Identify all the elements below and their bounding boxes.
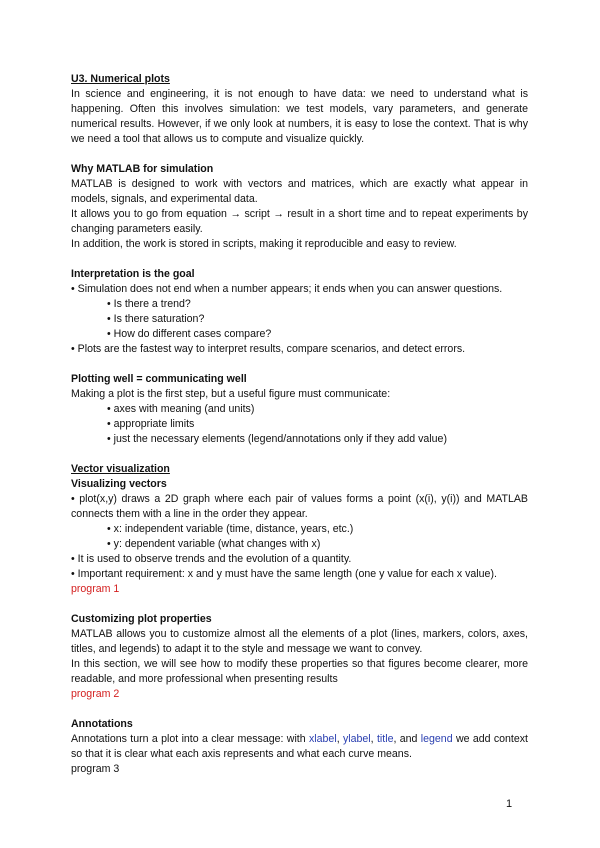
document-page <box>71 72 528 777</box>
interpretation-bullet-1: • Simulation does not end when a number appears; it ends when you can answer questions. <box>71 283 503 295</box>
u3-body: In science and engineering, it is not enough to have data: we need to understand what is happening. Often this involves simulation: we test models, vary parameters, and generate numerical results. However, if we only look at numbers, it is easy to lose the context. That is why we need a tool that allows us to compute and visualize quickly. <box>71 88 528 145</box>
spacer <box>71 357 528 372</box>
annotations-sep-3: , and <box>393 733 421 745</box>
plotting-well-sub-2: • appropriate limits <box>107 418 195 430</box>
keyword-ylabel: ylabel <box>342 733 371 745</box>
annotations-sep-2: , <box>370 733 377 745</box>
vector-vis-bullet-2: • It is used to observe trends and the evolution of a quantity. <box>71 553 352 565</box>
vector-vis-bullet-1: • plot(x,y) draws a 2D graph where each pair of values forms a point (x(i), y(i)) and MATLAB connects them with a line in the order they appear. <box>71 493 528 520</box>
keyword-title: title <box>376 733 394 745</box>
vector-vis-sub-1: • x: independent variable (time, distance, years, etc.) <box>107 523 354 535</box>
section-title-vector-visualization: Vector visualization <box>71 463 170 475</box>
section-title-annotations: Annotations <box>71 718 133 730</box>
interpretation-sub-2: • Is there saturation? <box>107 313 205 325</box>
spacer <box>71 147 528 162</box>
section-title-customizing: Customizing plot properties <box>71 613 212 625</box>
program-3-label: program 3 <box>71 763 120 775</box>
interpretation-sub-1: • Is there a trend? <box>107 298 191 310</box>
why-matlab-p3: In addition, the work is stored in scripts, making it reproducible and easy to review. <box>71 238 457 250</box>
interpretation-bullet-2: • Plots are the fastest way to interpret results, compare scenarios, and detect errors. <box>71 343 466 355</box>
annotations-sep-1: , <box>336 733 343 745</box>
plotting-well-intro: Making a plot is the first step, but a useful figure must communicate: <box>71 388 391 400</box>
keyword-xlabel: xlabel <box>309 733 337 745</box>
customizing-p2: In this section, we will see how to modify these properties so that figures become clearer, more readable, and more professional when presenting results <box>71 658 528 685</box>
section-title-interpretation: Interpretation is the goal <box>71 268 195 280</box>
annotations-text-before: Annotations turn a plot into a clear message: with <box>71 733 309 745</box>
page-number: 1 <box>506 798 513 810</box>
keyword-legend: legend <box>420 733 453 745</box>
spacer <box>71 252 528 267</box>
interpretation-sub-3: • How do different cases compare? <box>107 328 272 340</box>
section-title-why-matlab: Why MATLAB for simulation <box>71 163 214 175</box>
customizing-p1: MATLAB allows you to customize almost all the elements of a plot (lines, markers, colors, axes, titles, and legends) to adapt it to the style and message we want to convey. <box>71 628 528 655</box>
section-title-plotting-well: Plotting well = communicating well <box>71 373 247 385</box>
plotting-well-sub-1: • axes with meaning (and units) <box>107 403 255 415</box>
section-title-u3: U3. Numerical plots <box>71 73 170 85</box>
spacer <box>71 447 528 462</box>
plotting-well-sub-3: • just the necessary elements (legend/annotations only if they add value) <box>107 433 447 445</box>
subsection-title-visualizing-vectors: Visualizing vectors <box>71 478 167 490</box>
annotations-body <box>71 732 528 762</box>
annotations-text-after: we add context so that it is clear what each axis represents and what each curve means. <box>71 733 529 760</box>
spacer <box>71 702 528 717</box>
vector-vis-bullet-3: • Important requirement: x and y must have the same length (one y value for each x value). <box>71 568 497 580</box>
program-1-link[interactable]: program 1 <box>71 583 120 595</box>
spacer <box>71 597 528 612</box>
why-matlab-p2: It allows you to go from equation → script → result in a short time and to repeat experiments by changing parameters easily. <box>71 208 528 235</box>
vector-vis-sub-2: • y: dependent variable (what changes with x) <box>107 538 321 550</box>
program-2-link[interactable]: program 2 <box>71 688 120 700</box>
why-matlab-p1: MATLAB is designed to work with vectors and matrices, which are exactly what appear in models, signals, and experimental data. <box>71 178 528 205</box>
